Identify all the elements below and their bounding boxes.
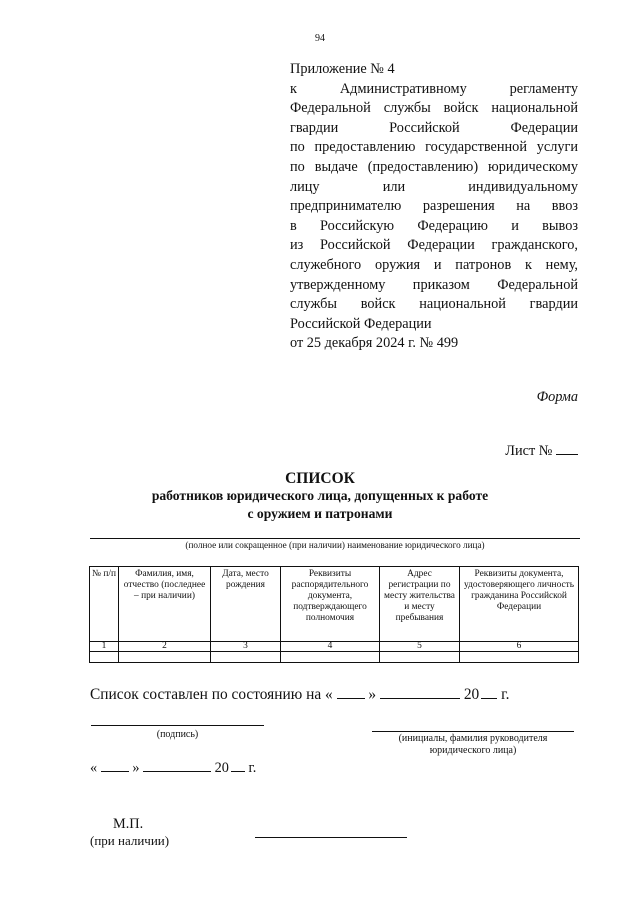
- table-cell[interactable]: [281, 652, 380, 663]
- signature-caption: (подпись): [156, 729, 199, 740]
- appendix-line: службы войск национальной гвардии: [290, 296, 578, 313]
- column-number: 4: [281, 642, 380, 652]
- table-cell[interactable]: [211, 652, 281, 663]
- appendix-line: предпринимателю разрешения на ввоз: [290, 198, 578, 215]
- as-of-year-field[interactable]: [481, 684, 497, 699]
- date-close-quote: »: [132, 760, 140, 776]
- date-open-quote: «: [90, 760, 98, 776]
- column-header: Реквизиты документа, удостоверяющего личность гражданина Российской Федерации: [460, 567, 579, 642]
- table-cell[interactable]: [90, 652, 119, 663]
- table-cell[interactable]: [380, 652, 460, 663]
- column-number: 2: [119, 642, 211, 652]
- document-title: СПИСОК: [285, 470, 355, 487]
- table-numbering-row: [90, 642, 579, 652]
- table-cell[interactable]: [119, 652, 211, 663]
- appendix-line: от 25 декабря 2024 г. № 499: [290, 335, 459, 352]
- appendix-line: Российской Федерации: [290, 315, 432, 332]
- column-number: 5: [380, 642, 460, 652]
- column-header: Адрес регистрации по месту жительства и месту пребывания: [380, 567, 460, 642]
- appendix-line: Федеральной службы войск национальной: [290, 100, 578, 117]
- column-header: № п/п: [90, 567, 119, 642]
- head-name-field[interactable]: [372, 731, 574, 732]
- bottom-divider: [255, 837, 407, 838]
- appendix-line: Приложение № 4: [290, 61, 395, 77]
- signing-date-line: [90, 757, 256, 777]
- table-cell[interactable]: [460, 652, 579, 663]
- appendix-line: лицу или индивидуальному: [290, 178, 578, 195]
- table-row: [90, 652, 579, 663]
- appendix-line: по предоставлению государственной услуги: [290, 139, 578, 156]
- stamp-note: (при наличии): [90, 833, 170, 848]
- column-number: 1: [90, 642, 119, 652]
- appendix-line: в Российскую Федерацию и вывоз: [290, 217, 578, 234]
- page-number: 94: [315, 33, 325, 44]
- signing-year-suffix: г.: [248, 760, 257, 776]
- column-header: Фамилия, имя, отчество (последнее – при наличии): [119, 567, 211, 642]
- appendix-line: гвардии Российской Федерации: [290, 119, 578, 136]
- org-name-caption: (полное или сокращенное (при наличии) наименование юридического лица): [185, 540, 485, 550]
- as-of-year-suffix: г.: [501, 686, 510, 703]
- sheet-number-field[interactable]: [556, 442, 578, 455]
- table-header-row: [90, 567, 579, 642]
- column-header: Дата, место рождения: [211, 567, 281, 642]
- as-of-month-field[interactable]: [380, 684, 460, 699]
- document-subtitle: [110, 487, 530, 523]
- signing-day-field[interactable]: [101, 757, 129, 772]
- sheet-label: Лист №: [505, 443, 553, 459]
- signing-month-field[interactable]: [143, 757, 211, 772]
- appendix-line: из Российской Федерации гражданского,: [290, 237, 578, 254]
- as-of-label: Список составлен по состоянию на «: [90, 686, 333, 703]
- subtitle-line-1: работников юридического лица, допущенных к работе: [151, 488, 489, 503]
- as-of-year: 20: [463, 686, 480, 703]
- signature-field[interactable]: [91, 725, 264, 726]
- signing-year: 20: [214, 760, 229, 776]
- appendix-block: [290, 60, 578, 354]
- signing-year-field[interactable]: [231, 757, 245, 772]
- subtitle-line-2: с оружием и патронами: [247, 506, 393, 521]
- column-number: 6: [460, 642, 579, 652]
- appendix-line: утвержденному приказом Федеральной: [290, 276, 578, 293]
- org-name-field[interactable]: [90, 538, 580, 539]
- as-of-day-field[interactable]: [337, 684, 365, 699]
- sheet-number: [505, 442, 578, 460]
- employees-table: [89, 566, 579, 663]
- as-of-close-quote: »: [368, 686, 377, 703]
- column-header: Реквизиты распорядительного документа, подтверждающего полномочия: [281, 567, 380, 642]
- appendix-line: служебного оружия и патронов к нему,: [290, 256, 578, 273]
- column-number: 3: [211, 642, 281, 652]
- appendix-line: к Административному регламенту: [290, 80, 578, 97]
- form-label: Форма: [536, 389, 578, 405]
- appendix-line: по выдаче (предоставлению) юридическому: [290, 158, 578, 175]
- stamp-label: М.П.: [113, 816, 144, 832]
- as-of-date-line: [90, 684, 510, 704]
- head-name-caption: (инициалы, фамилия руководителя юридического лица): [398, 733, 548, 756]
